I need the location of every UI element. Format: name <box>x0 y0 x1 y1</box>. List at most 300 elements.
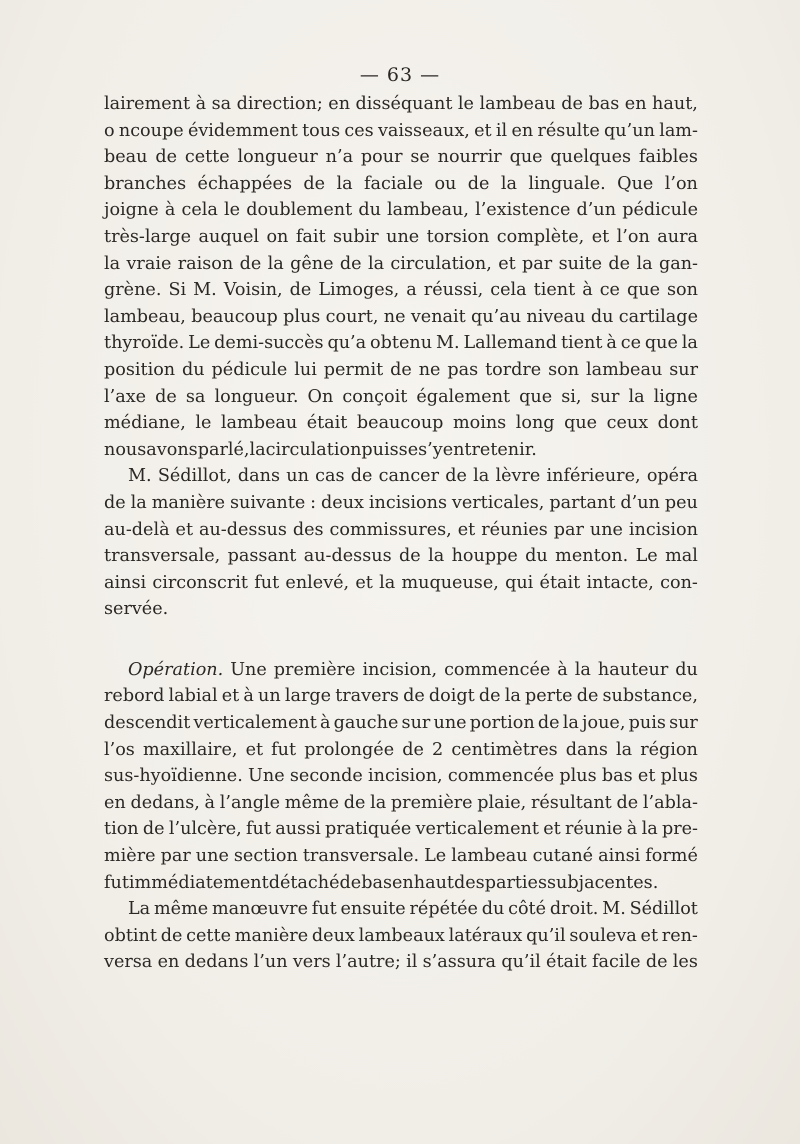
word: labial <box>168 686 218 707</box>
word: tordre <box>485 359 542 380</box>
word: beau <box>104 147 148 168</box>
word: versa <box>104 952 153 973</box>
word: la <box>104 253 121 274</box>
word: dans <box>237 466 281 487</box>
word: la <box>367 253 385 274</box>
word: 2 <box>432 739 444 760</box>
word: en <box>392 872 414 893</box>
word: manière <box>151 492 226 513</box>
word: prolongée <box>304 739 395 760</box>
word: même <box>284 792 339 813</box>
word: tient <box>560 333 603 354</box>
text-line <box>104 171 698 198</box>
text-line <box>104 463 698 490</box>
word: répétée <box>409 899 478 920</box>
word: Sédillot <box>629 899 698 920</box>
word: verticalement <box>193 713 317 734</box>
text-line <box>104 657 698 684</box>
word: très-large <box>104 226 192 247</box>
word: détaché <box>268 872 340 893</box>
word: à <box>243 686 254 707</box>
word: ainsi <box>104 572 147 593</box>
word: raison <box>177 253 234 274</box>
word: aura <box>657 226 698 247</box>
word: la <box>473 466 490 487</box>
word: l’angle <box>219 792 281 813</box>
word: ensuite <box>340 899 406 920</box>
word: portion <box>469 713 535 734</box>
word: à <box>582 280 593 301</box>
text-line <box>104 790 698 817</box>
word: son <box>667 280 698 301</box>
word: il <box>406 952 418 973</box>
word: et <box>637 766 656 787</box>
word: fut <box>246 819 271 840</box>
word: n’a <box>325 147 354 168</box>
text-line <box>104 949 698 976</box>
word: le <box>224 200 241 221</box>
word: la <box>379 572 396 593</box>
word: cas <box>315 466 345 487</box>
word: dedans <box>184 952 249 973</box>
word: court, <box>325 306 379 327</box>
word: sur <box>401 713 431 734</box>
word: l’on <box>616 226 650 247</box>
word: souleva <box>569 925 637 946</box>
word: qu’il <box>526 925 566 946</box>
text-line <box>104 277 698 304</box>
word: commencée <box>444 659 551 680</box>
word: la <box>249 439 266 460</box>
word: plus <box>660 766 698 787</box>
paragraph <box>104 91 698 463</box>
word: et <box>245 739 264 760</box>
text-line <box>104 596 698 623</box>
word: de <box>608 253 631 274</box>
word: obtenu <box>370 333 433 354</box>
word: l’existence <box>475 200 571 221</box>
text-line <box>104 870 698 897</box>
word: puis <box>628 713 666 734</box>
word: large <box>284 686 332 707</box>
word: droit. <box>549 899 599 920</box>
text-line <box>104 91 698 118</box>
word: de <box>142 819 165 840</box>
word: gan- <box>658 253 698 274</box>
word: échappées <box>197 173 292 194</box>
word: était <box>546 952 587 973</box>
word: o <box>104 120 115 141</box>
page-number: — 63 — <box>359 64 441 86</box>
word: et <box>543 819 561 840</box>
word: une <box>433 713 467 734</box>
word: houppe <box>451 546 518 567</box>
word: la <box>130 492 147 513</box>
word: la <box>336 173 353 194</box>
word: que <box>509 147 543 168</box>
word: qu’il <box>501 952 541 973</box>
word: ou <box>434 173 457 194</box>
word: Une <box>230 659 267 680</box>
text-line <box>104 896 698 923</box>
word: Si <box>168 280 187 301</box>
word: pas <box>447 359 479 380</box>
text-line <box>104 144 698 171</box>
word: aussi <box>275 819 321 840</box>
word: la <box>504 686 521 707</box>
text-line <box>104 304 698 331</box>
word: à <box>319 713 331 734</box>
word: M. <box>435 333 460 354</box>
word: première <box>273 659 356 680</box>
word: lui <box>294 359 317 380</box>
word: du <box>590 306 614 327</box>
word: et <box>474 120 492 141</box>
word: facile <box>592 952 641 973</box>
word: demi-succès <box>214 333 324 354</box>
word: rebord <box>104 686 165 707</box>
word: commencée <box>447 766 555 787</box>
word: à <box>626 819 638 840</box>
word: en <box>624 94 647 114</box>
word: descendit <box>104 713 191 734</box>
word: centimètres <box>451 739 558 760</box>
word: servée. <box>104 599 169 620</box>
word: fut <box>311 899 337 920</box>
word: un <box>258 686 281 707</box>
text-line <box>104 357 698 384</box>
word: branches <box>104 173 187 194</box>
word: doublement <box>246 200 353 221</box>
word: région <box>640 739 698 760</box>
word: avons <box>146 439 198 460</box>
word: latéraux <box>448 925 523 946</box>
word: ces <box>344 120 374 141</box>
word: de <box>403 686 425 707</box>
word: qui <box>505 572 534 593</box>
word: l’on <box>664 173 698 194</box>
word: perte <box>524 686 573 707</box>
word: était <box>306 413 348 434</box>
word: et <box>457 519 476 540</box>
word: permit <box>323 359 384 380</box>
word: torsion <box>426 226 490 247</box>
word: les <box>672 952 698 973</box>
word: maxillaire, <box>142 739 238 760</box>
word: de <box>537 713 560 734</box>
word: subir <box>332 226 379 247</box>
text-line <box>104 737 698 764</box>
text-line <box>104 763 698 790</box>
word: cela <box>490 280 527 301</box>
word: de <box>402 739 424 760</box>
word: vaisseaux, <box>377 120 470 141</box>
word: moins <box>452 413 507 434</box>
word: gauche <box>333 713 399 734</box>
word: joigne <box>104 200 159 221</box>
word: de <box>339 872 362 893</box>
word: lambeau <box>220 413 298 434</box>
word: ligne <box>653 386 698 407</box>
word: à <box>557 659 568 680</box>
word: fait <box>295 226 326 247</box>
word: de <box>303 173 326 194</box>
word: la <box>615 739 633 760</box>
word: s’assura <box>422 952 497 973</box>
word: deux <box>321 492 364 513</box>
word: la <box>574 659 591 680</box>
word: de <box>155 386 177 407</box>
word: la <box>628 386 645 407</box>
text-line <box>104 683 698 710</box>
word: formé <box>645 846 698 867</box>
word: Le <box>188 333 211 354</box>
word: se <box>410 147 430 168</box>
word: de <box>390 359 412 380</box>
word: plaie, <box>477 792 527 813</box>
text-line <box>104 490 698 517</box>
word: côté <box>508 899 547 920</box>
word: que <box>644 333 678 354</box>
word: Sédillot, <box>157 466 232 487</box>
word: lambeau <box>479 94 556 114</box>
word: bas <box>601 766 633 787</box>
word: transversale, <box>104 546 221 567</box>
word: pre- <box>661 819 698 840</box>
word: de <box>160 925 183 946</box>
word: de <box>339 253 362 274</box>
word: dont <box>657 413 698 434</box>
word: faibles <box>638 147 698 168</box>
word: travers <box>335 686 399 707</box>
word: de <box>645 952 668 973</box>
word: Le <box>635 546 658 567</box>
paragraph <box>104 463 698 623</box>
word: con- <box>660 572 698 593</box>
word: si, <box>561 386 582 407</box>
word: Voisin, <box>223 280 283 301</box>
text-line <box>104 570 698 597</box>
word: joue, <box>582 713 626 734</box>
word: par <box>522 253 553 274</box>
word: incision, <box>362 659 438 680</box>
word: une <box>195 846 229 867</box>
word: de <box>478 686 501 707</box>
word: sa <box>211 94 232 114</box>
word: des <box>453 872 485 893</box>
word: M. <box>193 280 217 301</box>
word: section <box>233 846 298 867</box>
text-line <box>104 843 698 870</box>
word: de <box>467 173 490 194</box>
word: qu’au <box>471 306 522 327</box>
word: lambeau <box>586 359 663 380</box>
word: des <box>292 519 324 540</box>
word: vers <box>292 952 331 973</box>
word: bas <box>361 872 392 893</box>
word: lambeau <box>451 846 528 867</box>
word: le <box>457 94 474 114</box>
word: intacte, <box>586 572 654 593</box>
word: de <box>343 792 366 813</box>
word: sus-hyoïdienne. <box>104 766 243 787</box>
word: cutané <box>532 846 594 867</box>
word: ce <box>620 333 641 354</box>
word: à <box>204 792 216 813</box>
word: tous <box>302 120 341 141</box>
word: l’autre; <box>335 952 401 973</box>
word: gêne <box>290 253 334 274</box>
word: nous <box>104 439 147 460</box>
word: fut <box>271 739 297 760</box>
text-line <box>104 437 698 464</box>
word: auquel <box>198 226 259 247</box>
word: par <box>553 519 584 540</box>
word: deux <box>311 925 355 946</box>
word: obtint <box>104 925 157 946</box>
word: première <box>390 792 473 813</box>
word: ne <box>383 306 406 327</box>
word: ren- <box>661 925 698 946</box>
word: opéra <box>646 466 698 487</box>
word: au-delà <box>104 519 170 540</box>
word: et <box>640 925 659 946</box>
word: subjacentes. <box>547 872 659 893</box>
word: lèvre <box>495 466 541 487</box>
word: substance, <box>602 686 698 707</box>
word: circonscrit <box>152 572 249 593</box>
word: l’un <box>253 952 288 973</box>
word: position <box>104 359 176 380</box>
word: manœuvre <box>211 899 308 920</box>
word: lambeau, <box>387 200 469 221</box>
word: à <box>164 200 176 221</box>
word: Limoges, <box>318 280 400 301</box>
word: lambeaux <box>358 925 445 946</box>
word: circulation <box>265 439 362 460</box>
word: le <box>195 413 212 434</box>
text-line <box>104 384 698 411</box>
word: pratiquée <box>325 819 412 840</box>
word: un <box>286 466 309 487</box>
word: ne <box>418 359 441 380</box>
word: verticales, <box>451 492 545 513</box>
word: de <box>616 792 639 813</box>
word: résulte <box>537 120 600 141</box>
word: cancer <box>378 466 440 487</box>
word: du <box>182 359 205 380</box>
word: lambeau, <box>104 306 186 327</box>
word: linguale. <box>528 173 606 194</box>
word: conçoit <box>342 386 408 407</box>
word: passant <box>227 546 297 567</box>
word: cartilage <box>618 306 698 327</box>
word: sur <box>590 386 620 407</box>
word: et <box>355 572 373 593</box>
word: longueur <box>237 147 318 168</box>
word: incisions <box>368 492 447 513</box>
word: hauteur <box>597 659 669 680</box>
word: lam- <box>659 120 698 141</box>
word: de <box>445 466 467 487</box>
word: suite <box>558 253 603 274</box>
word: en <box>328 94 351 114</box>
word: également <box>416 386 511 407</box>
word: Lallemand <box>463 333 558 354</box>
word: et <box>175 519 194 540</box>
word: l’axe <box>104 386 147 407</box>
word: Une <box>248 766 285 787</box>
word: de <box>398 546 421 567</box>
word: et <box>221 686 240 707</box>
word: l’ulcère, <box>168 819 242 840</box>
word: La <box>128 899 151 920</box>
word: la <box>641 819 658 840</box>
word: enlevé, <box>285 572 350 593</box>
word: la <box>370 792 387 813</box>
word: du <box>358 200 381 221</box>
word: inférieure, <box>546 466 641 487</box>
word: nourrir <box>437 147 502 168</box>
word: circulation, <box>390 253 492 274</box>
word: Que <box>617 173 654 194</box>
word: mière <box>104 846 156 867</box>
word: la <box>636 253 653 274</box>
word: au-dessus <box>198 519 287 540</box>
word: l’os <box>104 739 135 760</box>
word: seconde <box>289 766 363 787</box>
word: manière <box>234 925 309 946</box>
text-line <box>104 330 698 357</box>
word: direction; <box>236 94 323 114</box>
word: dedans, <box>130 792 200 813</box>
word: immédiatement <box>128 872 269 893</box>
word: entretenir. <box>442 439 537 460</box>
word: résultant <box>530 792 612 813</box>
word: niveau <box>526 306 586 327</box>
word: incision, <box>368 766 443 787</box>
word: la <box>500 173 518 194</box>
text-line <box>104 543 698 570</box>
word: qu’a <box>327 333 367 354</box>
word: bas <box>588 94 620 114</box>
word: parlé, <box>197 439 250 460</box>
word: de <box>561 94 583 114</box>
word: quelques <box>550 147 632 168</box>
word: dans <box>565 739 608 760</box>
word: beaucoup <box>191 306 278 327</box>
word: M. <box>128 466 152 487</box>
word: une <box>386 226 420 247</box>
word: commissures, <box>329 519 452 540</box>
word: que <box>519 386 553 407</box>
word: il <box>495 120 508 141</box>
word: : <box>310 492 317 513</box>
word: pédicule <box>622 200 698 221</box>
word: était <box>539 572 581 593</box>
word: parties <box>484 872 548 893</box>
text-line <box>104 816 698 843</box>
word: disséquant <box>355 94 453 114</box>
word: fut <box>104 872 129 893</box>
word: complète, <box>496 226 585 247</box>
word: ncoupe <box>118 120 184 141</box>
word: sur <box>669 713 698 734</box>
word: vraie <box>126 253 172 274</box>
word: beaucoup <box>356 413 444 434</box>
word: par <box>160 846 191 867</box>
word: en <box>511 120 534 141</box>
